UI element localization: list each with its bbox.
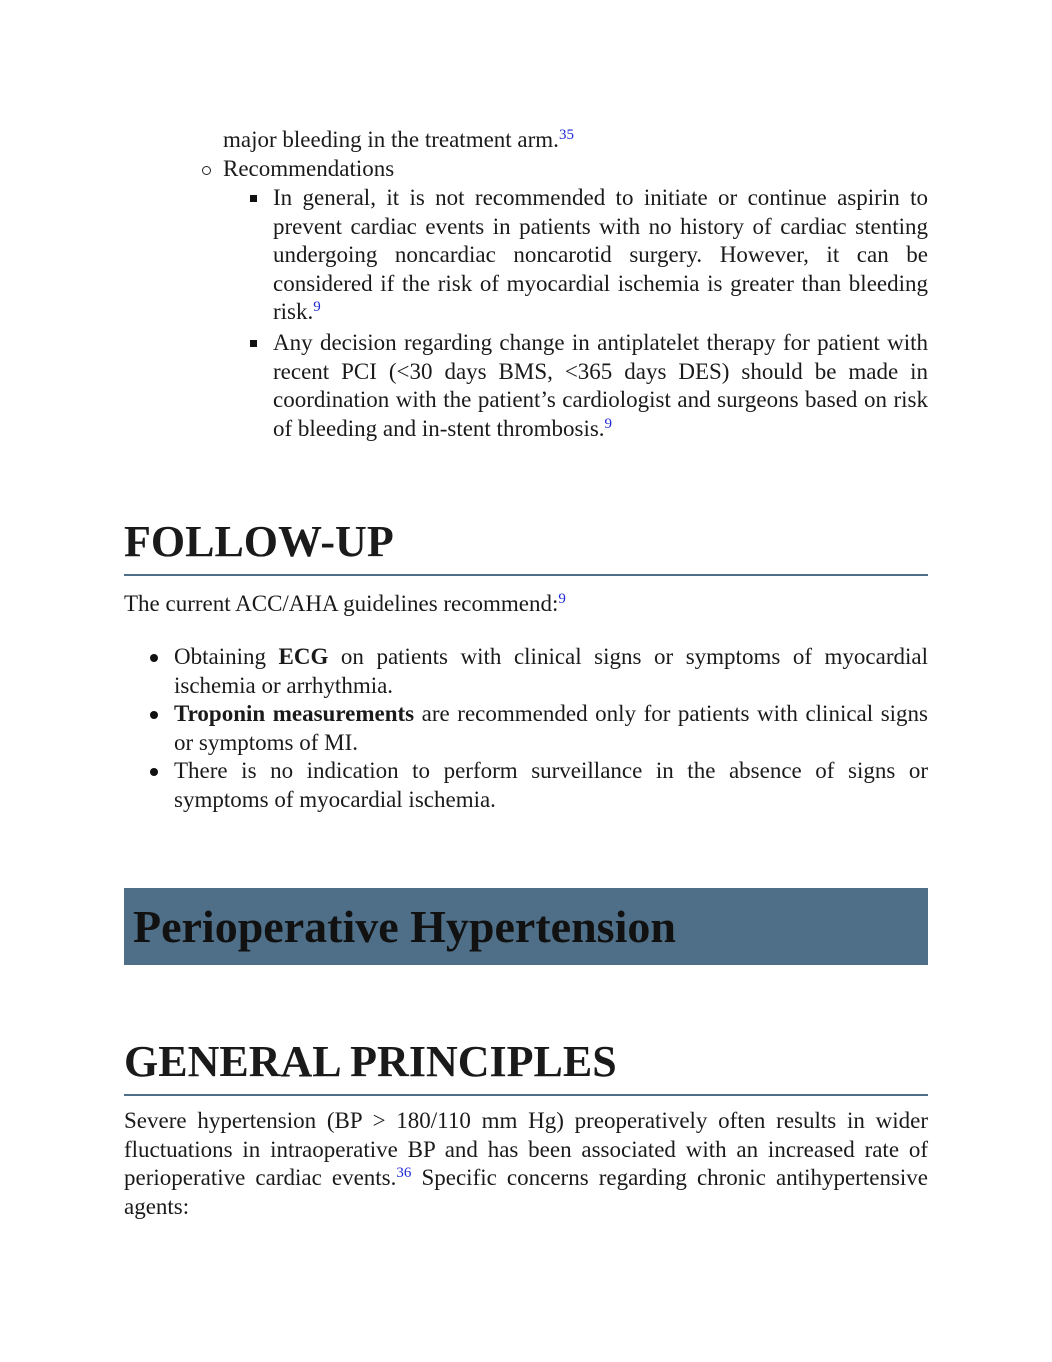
list-item: Troponin measurements are recommended only for patients with clinical signs or symptoms of MI. (150, 700, 928, 757)
list-item: Obtaining ECG on patients with clinical signs or symptoms of myocardial ischemia or arrhythmia. (150, 643, 928, 700)
square-bullet-icon (250, 340, 257, 347)
reference-link[interactable]: 9 (558, 591, 566, 607)
reference-link[interactable]: 35 (558, 127, 574, 143)
disc-bullet-icon (150, 654, 158, 662)
reference-link[interactable]: 9 (313, 299, 321, 316)
recommendations-item (202, 155, 928, 184)
general-principles-text: Severe hypertension (BP > 180/110 mm Hg) preoperatively often results in wider fluctuations in intraoperative BP and has been associated with an increased rate of perioperative cardiac events.$^{36}$ Specific concerns regarding chronic antihypertensive agents: (124, 1108, 928, 1219)
disc-bullet-icon (150, 711, 158, 719)
disc-bullet-icon (150, 768, 158, 776)
followup-intro: The current ACC/AHA guidelines recommend:$^9$ (124, 591, 566, 616)
recommendations-label: Recommendations (223, 156, 395, 181)
chapter-banner: Perioperative Hypertension (124, 888, 928, 965)
list-item: Any decision regarding change in antiplatelet therapy for patient with recent PCI (<30 days BMS, <365 days DES) should be made in coordination with the patient’s cardiologist and surgeons based on risk of bleeding and in-stent thrombosis.$^9$ (250, 329, 928, 443)
followup-list (150, 643, 928, 815)
reference-link[interactable]: 9 (604, 415, 613, 432)
square-bullet-icon (250, 195, 257, 202)
reference-link[interactable]: 36 (396, 1165, 412, 1182)
section-heading-follow-up: FOLLOW-UP (124, 516, 928, 576)
section-heading-general-principles: GENERAL PRINCIPLES (124, 1036, 928, 1096)
recommendations-list (250, 184, 928, 443)
list-item: There is no indication to perform surveillance in the absence of signs or symptoms of myocardial ischemia. (150, 757, 928, 814)
list-item: In general, it is not recommended to initiate or continue aspirin to prevent cardiac events in patients with no history of cardiac stenting undergoing noncardiac noncarotid surgery. However, it can be considered if the risk of myocardial ischemia is greater than bleeding risk.$^9$ (250, 184, 928, 327)
circle-bullet-icon (202, 166, 211, 175)
continuation-text: major bleeding in the treatment arm.$^{35}$ (223, 127, 574, 152)
